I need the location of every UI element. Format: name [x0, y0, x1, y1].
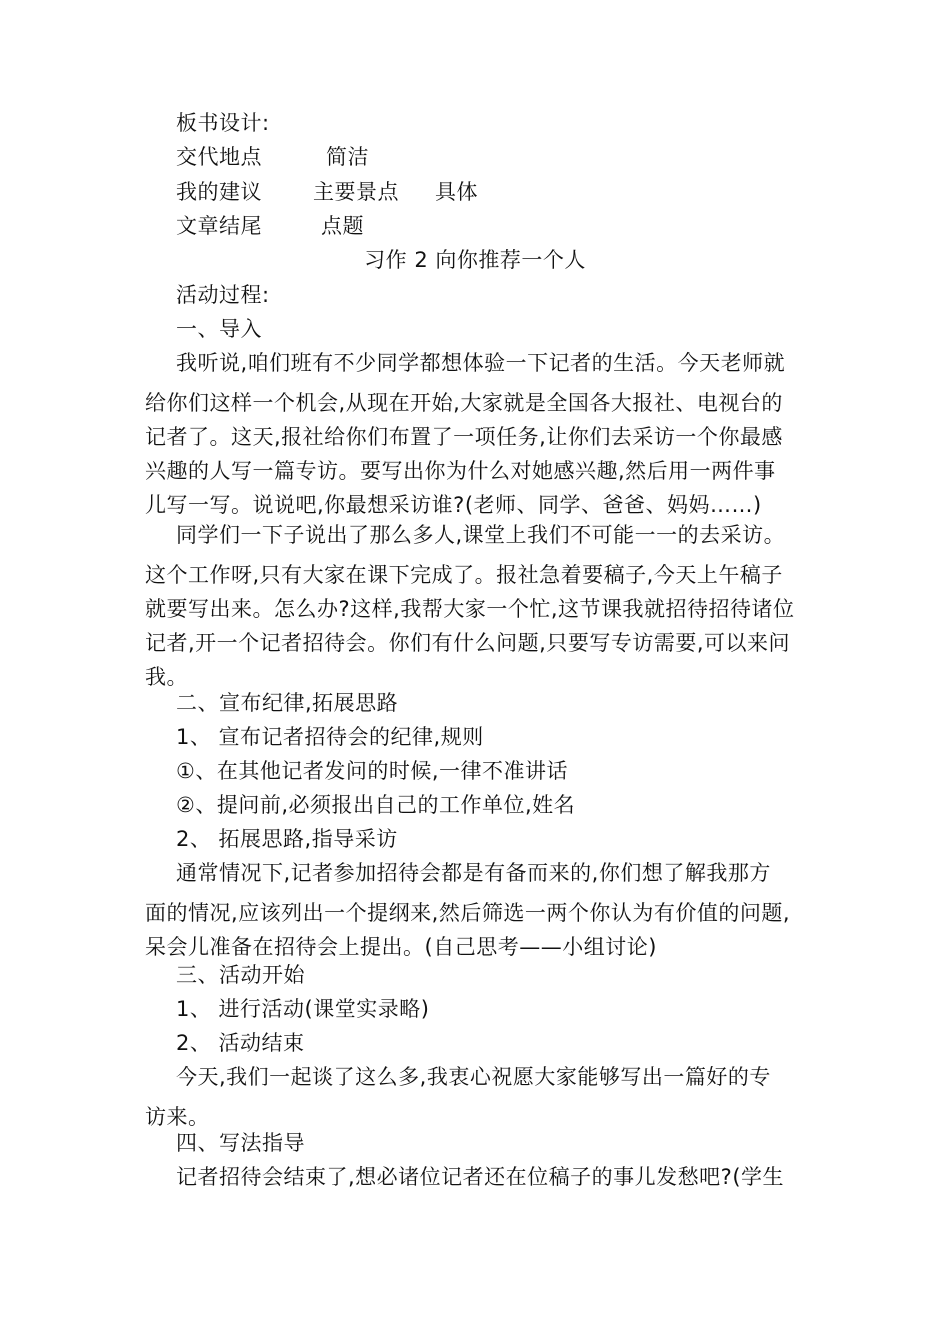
paragraph-line: 这个工作呀,只有大家在课下完成了。报社急着要稿子,今天上午稿子 [145, 563, 783, 587]
board-cell: 我的建议 [176, 180, 262, 204]
paragraph-line: 同学们一下子说出了那么多人,课堂上我们不可能一一的去采访。 [176, 523, 786, 547]
paragraph-line: 就要写出来。怎么办?这样,我帮大家一个忙,这节课我就招待招待诸位 [145, 597, 795, 621]
paragraph-line: 记者,开一个记者招待会。你们有什么问题,只要写专访需要,可以来问 [145, 631, 791, 655]
paragraph-line: 通常情况下,记者参加招待会都是有备而来的,你们想了解我那方 [176, 861, 771, 885]
board-heading: 板书设计: [176, 111, 270, 135]
list-item: ②、提问前,必须报出自己的工作单位,姓名 [176, 793, 576, 817]
board-row-3 [176, 213, 364, 239]
paragraph-line: 记者招待会结束了,想必诸位记者还在位稿子的事儿发愁吧?(学生 [176, 1165, 785, 1189]
process-label: 活动过程: [176, 283, 270, 307]
board-cell: 文章结尾 [176, 214, 262, 238]
board-cell: 主要景点 [313, 180, 399, 204]
paragraph-line: 儿写一写。说说吧,你最想采访谁?(老师、同学、爸爸、妈妈……) [145, 493, 762, 517]
paragraph-line: 给你们这样一个机会,从现在开始,大家就是全国各大报社、电视台的 [145, 391, 783, 415]
board-cell: 交代地点 [176, 145, 262, 169]
list-item: 1、 宣布记者招待会的纪律,规则 [176, 725, 484, 749]
paragraph-line: 我听说,咱们班有不少同学都想体验一下记者的生活。今天老师就 [176, 351, 786, 375]
list-item: 2、 拓展思路,指导采访 [176, 827, 398, 851]
board-cell: 简洁 [326, 145, 369, 169]
paragraph-line: 今天,我们一起谈了这么多,我衷心祝愿大家能够写出一篇好的专 [176, 1065, 771, 1089]
paragraph-line: 面的情况,应该列出一个提纲来,然后筛选一两个你认为有价值的问题, [145, 901, 791, 925]
list-item: 2、 活动结束 [176, 1031, 305, 1055]
paragraph-line: 访来。 [145, 1105, 210, 1129]
section-title: 习作 2 向你推荐一个人 [364, 248, 586, 272]
paragraph-line: 兴趣的人写一篇专访。要写出你为什么对她感兴趣,然后用一两件事 [145, 459, 776, 483]
section-heading: 一、导入 [176, 317, 262, 341]
section-heading: 四、写法指导 [176, 1131, 305, 1155]
list-item: ①、在其他记者发问的时候,一律不准讲话 [176, 759, 568, 783]
paragraph-line: 记者了。这天,报社给你们布置了一项任务,让你们去采访一个你最感 [145, 425, 783, 449]
paragraph-line: 我。 [145, 665, 188, 689]
list-item: 1、 进行活动(课堂实录略) [176, 997, 430, 1021]
board-row-2 [176, 179, 478, 205]
board-row-1 [176, 144, 369, 170]
section-heading: 二、宣布纪律,拓展思路 [176, 691, 399, 715]
board-cell: 点题 [321, 214, 364, 238]
board-cell: 具体 [435, 180, 478, 204]
section-heading: 三、活动开始 [176, 963, 305, 987]
paragraph-line: 呆会儿准备在招待会上提出。(自己思考——小组讨论) [145, 935, 657, 959]
